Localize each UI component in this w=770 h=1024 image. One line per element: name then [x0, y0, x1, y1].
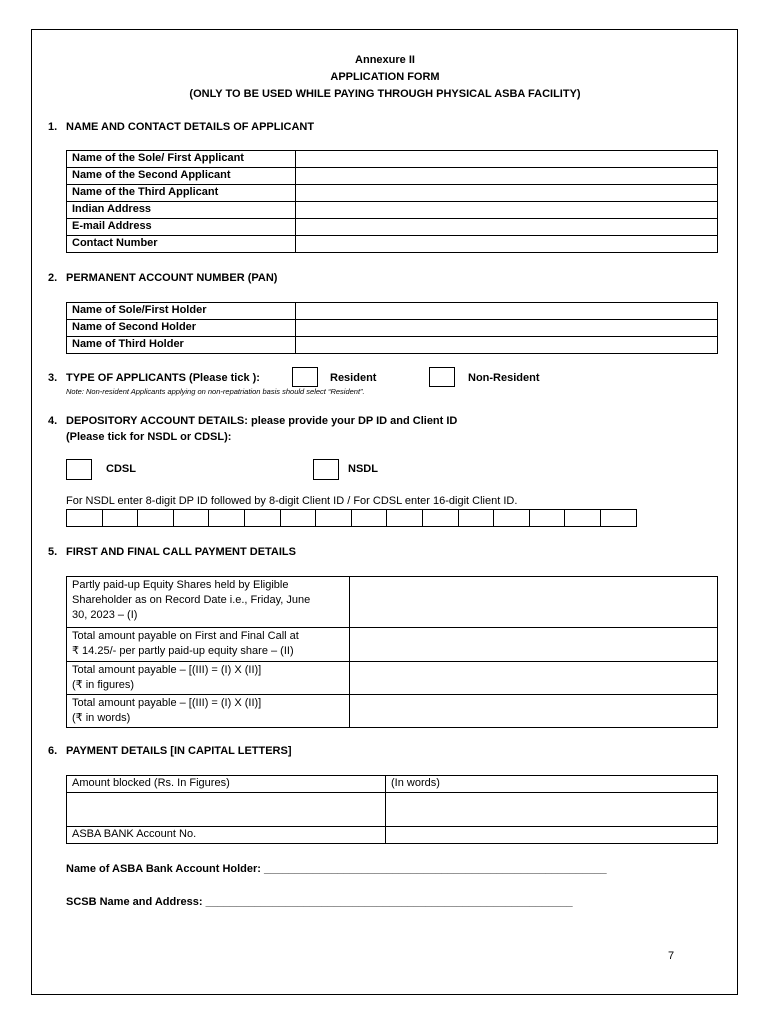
label-line: Total amount payable – [(III) = (I) X (II)]: [72, 697, 262, 709]
applicant-details-table: [66, 150, 718, 253]
label-line: (₹ in words): [72, 712, 131, 724]
client-id-digit-box[interactable]: [66, 509, 103, 527]
nsdl-label: NSDL: [348, 463, 378, 475]
amount-in-words-field[interactable]: [386, 793, 718, 827]
client-id-digit-box[interactable]: [280, 509, 317, 527]
row-label: [67, 695, 350, 728]
table-row: [67, 185, 718, 202]
second-holder-pan-field[interactable]: [296, 320, 718, 337]
account-holder-line[interactable]: Name of ASBA Bank Account Holder: ________________________________________________________: [66, 863, 607, 875]
row-label: [67, 577, 350, 628]
section-5-title: FIRST AND FINAL CALL PAYMENT DETAILS: [66, 546, 296, 558]
asba-account-field[interactable]: [386, 827, 718, 844]
second-applicant-name-field[interactable]: [296, 168, 718, 185]
table-row: [67, 827, 718, 844]
label-line: (₹ in figures): [72, 679, 135, 691]
shares-held-field[interactable]: [350, 577, 718, 628]
label-line: Shareholder as on Record Date i.e., Friday, June: [72, 594, 311, 606]
total-amount-figures-field[interactable]: [350, 662, 718, 695]
section-6-number: 6.: [48, 745, 58, 757]
first-applicant-name-field[interactable]: [296, 151, 718, 168]
row-label: Name of the Sole/ First Applicant: [67, 151, 296, 168]
row-label: E-mail Address: [67, 219, 296, 236]
row-label: [67, 662, 350, 695]
page-number: 7: [668, 950, 675, 962]
amount-in-words-label: (In words): [386, 776, 718, 793]
section-2-number: 2.: [48, 272, 58, 284]
table-row: [67, 219, 718, 236]
client-id-digit-box[interactable]: [600, 509, 637, 527]
pan-table: [66, 302, 718, 354]
contact-number-field[interactable]: [296, 236, 718, 253]
non-resident-label: Non-Resident: [468, 372, 540, 384]
table-row: [67, 168, 718, 185]
label-line: Total amount payable – [(III) = (I) X (II)]: [72, 664, 262, 676]
resident-label: Resident: [330, 372, 377, 384]
section-3-heading: [48, 371, 260, 385]
section-3-title: TYPE OF APPLICANTS (Please tick ):: [66, 372, 260, 384]
table-row: [67, 151, 718, 168]
section-4-subtitle: (Please tick for NSDL or CDSL):: [66, 431, 232, 443]
client-id-digit-box[interactable]: [493, 509, 530, 527]
amount-per-share-field[interactable]: [350, 628, 718, 662]
row-label: Name of Sole/First Holder: [67, 303, 296, 320]
client-id-digit-boxes: [66, 509, 637, 527]
call-payment-table: [66, 576, 718, 728]
label-line: ₹ 14.25/- per partly paid-up equity share – (II): [72, 645, 294, 657]
table-row: [67, 793, 718, 827]
row-label: Name of the Third Applicant: [67, 185, 296, 202]
table-row: [67, 662, 718, 695]
section-6-heading: [48, 744, 292, 758]
client-id-digit-box[interactable]: [102, 509, 139, 527]
row-label: Contact Number: [67, 236, 296, 253]
cdsl-label: CDSL: [106, 463, 136, 475]
table-row: [67, 577, 718, 628]
section-2-title: PERMANENT ACCOUNT NUMBER (PAN): [66, 272, 278, 284]
amount-blocked-label: Amount blocked (Rs. In Figures): [67, 776, 386, 793]
annexure-title: Annexure II: [355, 54, 415, 66]
third-holder-pan-field[interactable]: [296, 337, 718, 354]
client-id-digit-box[interactable]: [315, 509, 352, 527]
client-id-digit-box[interactable]: [564, 509, 601, 527]
client-id-digit-box[interactable]: [244, 509, 281, 527]
third-applicant-name-field[interactable]: [296, 185, 718, 202]
section-1-title: NAME AND CONTACT DETAILS OF APPLICANT: [66, 121, 315, 133]
table-row: [67, 303, 718, 320]
row-label: Name of the Second Applicant: [67, 168, 296, 185]
table-row: [67, 320, 718, 337]
client-id-digit-box[interactable]: [351, 509, 388, 527]
label-line: Total amount payable on First and Final Call at: [72, 630, 299, 642]
section-1-heading: [48, 120, 314, 134]
row-label: Name of Third Holder: [67, 337, 296, 354]
row-label: [67, 628, 350, 662]
section-4-heading: [48, 414, 457, 428]
table-row: [67, 695, 718, 728]
client-id-digit-box[interactable]: [458, 509, 495, 527]
total-amount-words-field[interactable]: [350, 695, 718, 728]
resident-checkbox[interactable]: [292, 367, 318, 387]
client-id-digit-box[interactable]: [386, 509, 423, 527]
scsb-name-address-line[interactable]: SCSB Name and Address: ____________________________________________________________: [66, 896, 573, 908]
asba-account-label: ASBA BANK Account No.: [67, 827, 386, 844]
table-row: [67, 776, 718, 793]
section-2-heading: [48, 271, 277, 285]
table-row: [67, 628, 718, 662]
section-3-note: Note: Non-resident Applicants applying on non-repatriation basis should select “Resident”.: [66, 387, 365, 396]
indian-address-field[interactable]: [296, 202, 718, 219]
section-4-number: 4.: [48, 415, 58, 427]
section-3-number: 3.: [48, 372, 58, 384]
form-subtitle: (ONLY TO BE USED WHILE PAYING THROUGH PHYSICAL ASBA FACILITY): [189, 88, 581, 100]
table-row: [67, 236, 718, 253]
client-id-digit-box[interactable]: [422, 509, 459, 527]
nsdl-checkbox[interactable]: [313, 459, 339, 480]
depository-instruction: For NSDL enter 8-digit DP ID followed by 8-digit Client ID / For CDSL enter 16-digit Client ID.: [66, 495, 518, 507]
section-1-number: 1.: [48, 121, 58, 133]
email-address-field[interactable]: [296, 219, 718, 236]
client-id-digit-box[interactable]: [137, 509, 174, 527]
payment-details-table: [66, 775, 718, 844]
cdsl-checkbox[interactable]: [66, 459, 92, 480]
table-row: [67, 337, 718, 354]
form-title: APPLICATION FORM: [330, 71, 440, 83]
section-6-title: PAYMENT DETAILS [IN CAPITAL LETTERS]: [66, 745, 292, 757]
non-resident-checkbox[interactable]: [429, 367, 455, 387]
label-line: Partly paid-up Equity Shares held by Eligible: [72, 579, 289, 591]
first-holder-pan-field[interactable]: [296, 303, 718, 320]
client-id-digit-box[interactable]: [529, 509, 566, 527]
label-line: 30, 2023 – (I): [72, 609, 138, 621]
row-label: Indian Address: [67, 202, 296, 219]
client-id-digit-box[interactable]: [208, 509, 245, 527]
table-row: [67, 202, 718, 219]
row-label: Name of Second Holder: [67, 320, 296, 337]
section-4-title: DEPOSITORY ACCOUNT DETAILS: please provide your DP ID and Client ID: [66, 415, 458, 427]
client-id-digit-box[interactable]: [173, 509, 210, 527]
section-5-heading: [48, 545, 296, 559]
amount-blocked-field[interactable]: [67, 793, 386, 827]
section-5-number: 5.: [48, 546, 58, 558]
